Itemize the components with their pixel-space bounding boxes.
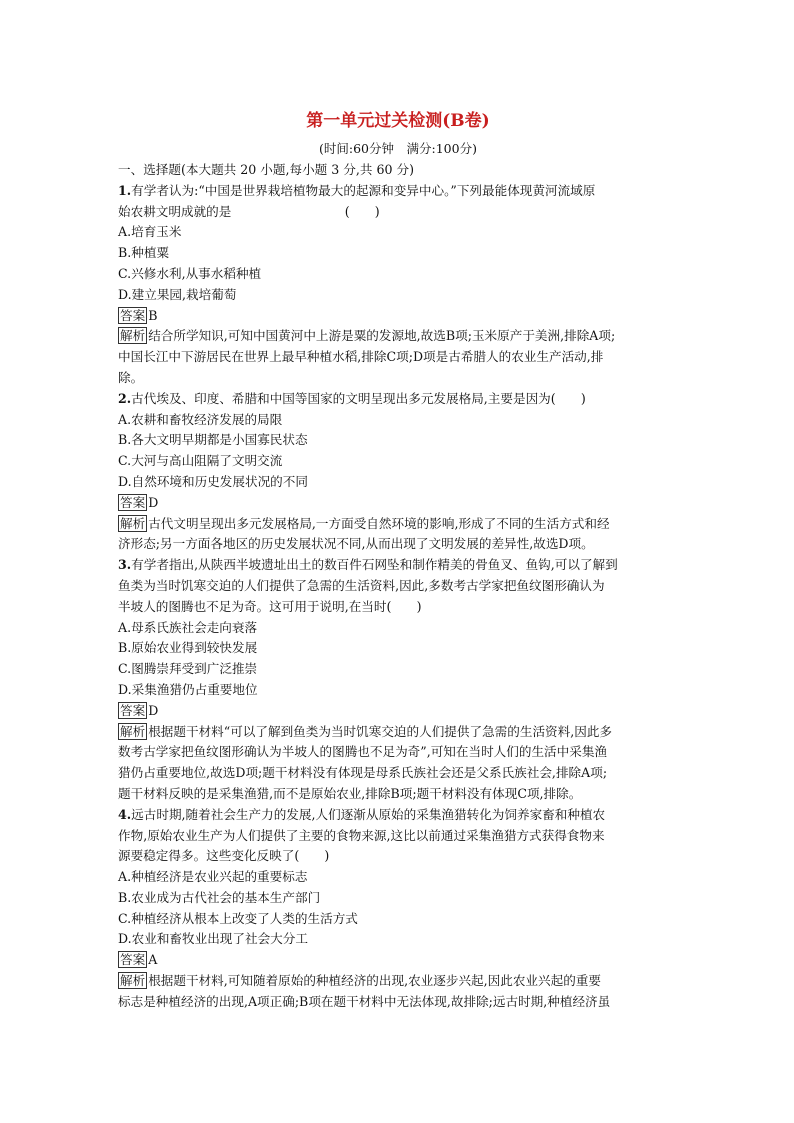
analysis-text: 结合所学知识,可知中国黄河中上游是粟的发源地,故选B项;玉米原产于美洲,排除A项; [148,328,616,344]
question-stem: 源要稳定得多。这些变化反映了( ) [118,848,330,864]
answer-label: 答案 [120,307,146,323]
analysis-text: 根据题干材料“可以了解到鱼类为当时饥寒交迫的人们提供了急需的生活资料,因此多 [148,723,613,739]
analysis-text: 数考古学家把鱼纹图形确认为半坡人的图腾也不足为奇”,可知在当时人们的生活中采集渔 [118,744,608,760]
analysis-text: 古代文明呈现出多元发展格局,一方面受自然环境的影响,形成了不同的生活方式和经 [148,515,610,531]
option-d: D.自然环境和历史发展状况的不同 [118,473,308,489]
analysis-text: 猎仍占重要地位,故选D项;题干材料没有体现是母系氏族社会还是父系氏族社会,排除A项; [118,765,608,781]
option-c: C.种植经济从根本上改变了人类的生活方式 [118,910,358,926]
question-stem: 作物,原始农业生产为人们提供了主要的食物来源,这比以前通过采集渔猎方式获得食物来 [118,827,605,843]
option-c: C.大河与高山阻隔了文明交流 [118,453,283,469]
option-a: A.农耕和畜牧经济发展的局限 [118,411,283,427]
exam-time-score: (时间:60分钟 满分:100分) [319,141,477,156]
section-heading: 一、选择题(本大题共 20 小题,每小题 3 分,共 60 分) [118,162,415,177]
analysis-text: 除。 [118,369,144,385]
exam-body [118,160,678,1013]
question-3 [118,555,678,805]
option-b: B.农业成为古代社会的基本生产部门 [118,889,321,905]
question-stem: 有学者指出,从陕西半坡遗址出土的数百件石网坠和制作精美的骨鱼叉、鱼钩,可以了解到 [131,557,618,573]
answer-value: D [148,494,159,510]
page-title: 第一单元过关检测(B卷) [306,111,490,131]
analysis-text: 中国长江中下游居民在世界上最早种植水稻,排除C项;D项是古希腊人的农业生产活动,排 [118,349,604,365]
option-a: A.种植经济是农业兴起的重要标志 [118,869,308,885]
question-number: 1. [118,182,132,198]
analysis-label: 解析 [120,973,146,989]
option-d: D.采集渔猎仍占重要地位 [118,681,258,697]
answer-value: B [148,307,158,323]
analysis-label: 解析 [120,723,146,739]
option-b: B.原始农业得到较快发展 [118,640,258,656]
answer-value: D [148,702,159,718]
question-1 [118,181,678,389]
option-a: A.培育玉米 [118,224,182,240]
option-a: A.母系氏族社会走向衰落 [118,619,258,635]
question-number: 3. [118,557,132,573]
question-stem: 古代埃及、印度、希腊和中国等国家的文明呈现出多元发展格局,主要是因为( ) [131,390,586,406]
answer-value: A [148,952,158,968]
answer-label: 答案 [120,494,146,510]
question-stem: 远古时期,随着社会生产力的发展,人们逐渐从原始的采集渔猎转化为饲养家畜和种植农 [131,806,606,822]
answer-label: 答案 [120,952,146,968]
analysis-text: 济形态;另一方面各地区的历史发展状况不同,从而出现了文明发展的差异性,故选D项。 [118,536,594,552]
option-b: B.各大文明早期都是小国寡民状态 [118,432,308,448]
question-number: 4. [118,806,132,822]
question-stem: 始农耕文明成就的是 ( ) [118,203,380,219]
analysis-text: 根据题干材料,可知随着原始的种植经济的出现,农业逐步兴起,因此农业兴起的重要 [148,973,601,989]
option-d: D.建立果园,栽培葡萄 [118,286,237,302]
question-number: 2. [118,390,132,406]
option-c: C.兴修水利,从事水稻种植 [118,265,262,281]
option-d: D.农业和畜牧业出现了社会大分工 [118,931,308,947]
answer-label: 答案 [120,702,146,718]
question-stem: 半坡人的图腾也不足为奇。这可用于说明,在当时( ) [118,598,422,614]
option-b: B.种植粟 [118,245,170,261]
question-4 [118,805,678,1013]
analysis-text: 题干材料反映的是采集渔猎,而不是原始农业,排除B项;题干材料没有体现C项,排除。 [118,785,582,801]
question-stem: 有学者认为:“中国是世界栽培植物最大的起源和变异中心。”下列最能体现黄河流域原 [131,182,596,198]
question-2 [118,389,678,555]
analysis-text: 标志是种植经济的出现,A项正确;B项在题干材料中无法体现,故排除;远古时期,种植经济虽 [118,993,611,1009]
analysis-label: 解析 [120,328,146,344]
option-c: C.图腾崇拜受到广泛推崇 [118,661,258,677]
analysis-label: 解析 [120,515,146,531]
question-stem: 鱼类为当时饥寒交迫的人们提供了急需的生活资料,因此,多数考古学家把鱼纹图形确认为 [118,577,605,593]
